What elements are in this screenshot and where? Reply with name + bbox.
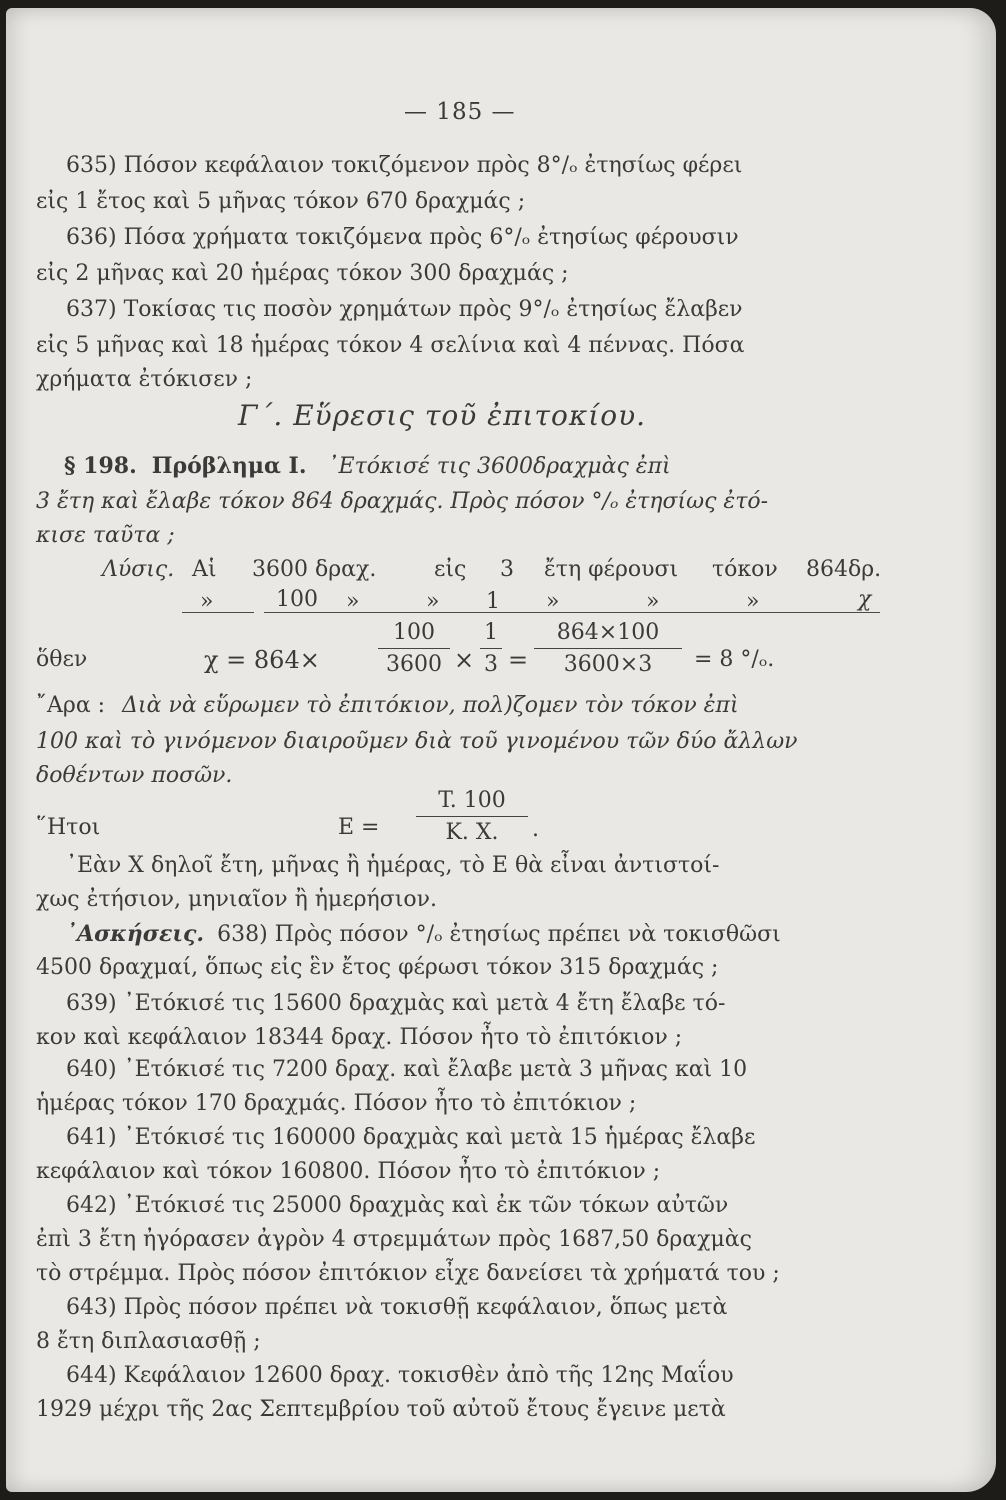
problem-number: § 198. <box>64 453 137 479</box>
exercise-637-line-2: εἰς 5 μῆνας καὶ 18 ἡμέρας τόκον 4 σελίνια καὶ 4 πέννας. Πόσα <box>36 333 745 358</box>
formula-equals: = <box>508 646 529 674</box>
note-line-1: ᾿Εὰν Χ δηλοῖ ἔτη, μῆνας ἢ ἡμέρας, τὸ Ε θὰ εἶναι ἀντιστοί- <box>66 853 720 878</box>
solution-row2-c5: 1 <box>486 589 500 614</box>
fraction-3-bar <box>534 648 682 649</box>
exercise-643-line-2: 8 ἔτη διπλασιασθῇ ; <box>36 1329 261 1354</box>
solution-row2-c1: » <box>200 589 214 614</box>
formula-prefix: ὅθεν <box>36 647 88 672</box>
solution-row2-c6: » <box>546 589 560 614</box>
solution-row2-c9: χ <box>858 587 872 612</box>
problem-line-3: κισε ταῦτα ; <box>36 523 175 548</box>
fraction-1-numerator: 100 <box>393 620 435 645</box>
rule-line-1 <box>36 692 739 720</box>
solution-row2-c2: 100 <box>276 587 318 612</box>
solution-row1-c2: 3600 δραχ. <box>252 557 377 582</box>
exercise-639-line-1: 639) ᾿Ετόκισέ τις 15600 δραχμὰς καὶ μετὰ 4 ἔτη ἔλαβε τό- <box>66 991 726 1016</box>
solution-underline-2 <box>264 612 880 613</box>
formula-times: × <box>454 646 475 674</box>
note-line-2: χως ἐτήσιον, μηνιαῖον ἢ ἡμερήσιον. <box>36 887 437 912</box>
solution-row1-c5: ἔτη φέρουσι <box>544 557 679 582</box>
exercise-638-line-2: 4500 δραχμαί, ὅπως εἰς ἓν ἔτος φέρωσι τόκον 315 δραχμάς ; <box>36 955 719 980</box>
general-formula-prefix: ῞Ητοι <box>36 815 101 840</box>
exercise-640-line-1: 640) ᾿Ετόκισέ τις 7200 δραχ. καὶ ἔλαβε μετὰ 3 μῆνας καὶ 10 <box>66 1057 748 1082</box>
solution-row1-c4: 3 <box>500 557 514 582</box>
exercise-642-line-1: 642) ᾿Ετόκισέ τις 25000 δραχμὰς καὶ ἐκ τῶν τόκων αὐτῶν <box>66 1193 729 1218</box>
exercise-642-line-3: τὸ στρέμμα. Πρὸς πόσον ἐπιτόκιον εἶχε δανείσει τὰ χρήματά του ; <box>36 1261 780 1286</box>
rule-line-2: 100 καὶ τὸ γινόμενον διαιροῦμεν διὰ τοῦ γινομένου τῶν δύο ἄλλων <box>36 729 798 754</box>
exercise-639-line-2: κον καὶ κεφάλαιον 18344 δραχ. Πόσον ἦτο τὸ ἐπιτόκιον ; <box>36 1025 683 1050</box>
general-formula-bar <box>416 816 528 817</box>
exercise-643-line-1: 643) Πρὸς πόσον πρέπει νὰ τοκισθῇ κεφάλαιον, ὅπως μετὰ <box>66 1295 728 1320</box>
exercise-636-line-2: εἰς 2 μῆνας καὶ 20 ἡμέρας τόκον 300 δραχμάς ; <box>36 261 569 286</box>
fraction-3-denominator: 3600×3 <box>563 652 653 677</box>
problem-line-1: ᾿Ετόκισέ τις 3600δραχμὰς ἐπὶ <box>327 454 671 479</box>
solution-underline-1 <box>182 612 254 613</box>
solution-row2-c8: » <box>746 589 760 614</box>
solution-row2-c7: » <box>646 589 660 614</box>
problem-header <box>64 452 671 481</box>
exercise-635-line-2: εἰς 1 ἔτος καὶ 5 μῆνας τόκον 670 δραχμάς ; <box>36 189 526 214</box>
exercise-642-line-2: ἐπὶ 3 ἔτη ἠγόρασεν ἀγρὸν 4 στρεμμάτων πρὸς 1687,50 δραχμὰς <box>36 1227 752 1252</box>
fraction-2-denominator: 3 <box>484 652 498 677</box>
exercise-638-line-1 <box>66 920 781 949</box>
fraction-2-bar <box>480 648 502 649</box>
rule-line-3: δοθέντων ποσῶν. <box>36 763 233 788</box>
general-formula-period: . <box>532 817 539 842</box>
solution-row1-c1: Αἱ <box>192 557 217 582</box>
solution-row1-c7: 864δρ. <box>806 557 882 582</box>
fraction-1-bar <box>378 648 450 649</box>
solution-row2-c4: » <box>426 589 440 614</box>
general-formula-numerator: T. 100 <box>438 788 506 813</box>
solution-row1-c6: τόκον <box>712 557 778 582</box>
fraction-3-numerator: 864×100 <box>556 620 660 645</box>
section-heading: Γ΄. Εὕρεσις τοῦ ἐπιτοκίου. <box>238 399 646 432</box>
formula-lhs: χ = 864× <box>204 646 320 674</box>
page-number: — 185 — <box>404 99 516 125</box>
rule-lead: ῎Αρα : <box>36 693 106 718</box>
formula-result: = 8 °/ₒ. <box>694 647 775 672</box>
general-formula-denominator: K. X. <box>445 820 499 845</box>
rule-line-1-text: Διὰ νὰ εὕρωμεν τὸ ἐπιτόκιον, πολ)ζομεν τὸν τόκον ἐπὶ <box>122 693 739 718</box>
exercises-label: ᾿Ασκήσεις. <box>66 921 205 947</box>
solution-label: Λύσις. <box>102 557 175 582</box>
exercise-636-line-1: 636) Πόσα χρήματα τοκιζόμενα πρὸς 6°/ₒ ἐτησίως φέρουσιν <box>66 225 739 250</box>
book-page <box>6 8 996 1492</box>
solution-row2-c3: » <box>346 589 360 614</box>
solution-row1-c3: εἰς <box>434 557 467 582</box>
problem-title: Πρόβλημα Ι. <box>151 453 307 479</box>
exercise-635-line-1: 635) Πόσον κεφάλαιον τοκιζόμενον πρὸς 8°/ₒ ἐτησίως φέρει <box>66 153 743 178</box>
exercise-640-line-2: ἡμέρας τόκον 170 δραχμάς. Πόσον ἦτο τὸ ἐπιτόκιον ; <box>36 1091 637 1116</box>
fraction-2-numerator: 1 <box>484 620 498 645</box>
exercise-641-line-2: κεφάλαιον καὶ τόκον 160800. Πόσον ἦτο τὸ ἐπιτόκιον ; <box>36 1159 661 1184</box>
general-formula-lhs: E = <box>338 815 380 840</box>
exercise-637-line-3: χρήματα ἐτόκισεν ; <box>36 367 253 392</box>
exercise-638-line-1-text: 638) Πρὸς πόσον °/ₒ ἐτησίως πρέπει νὰ τοκισθῶσι <box>217 922 781 947</box>
problem-line-2: 3 ἔτη καὶ ἔλαβε τόκον 864 δραχμάς. Πρὸς πόσον °/ₒ ἐτησίως ἐτό- <box>36 489 769 514</box>
exercise-644-line-1: 644) Κεφάλαιον 12600 δραχ. τοκισθὲν ἀπὸ τῆς 12ης Μαΐου <box>66 1363 734 1388</box>
exercise-637-line-1: 637) Τοκίσας τις ποσὸν χρημάτων πρὸς 9°/ₒ ἐτησίως ἔλαβεν <box>66 297 743 322</box>
exercise-644-line-2: 1929 μέχρι τῆς 2ας Σεπτεμβρίου τοῦ αὐτοῦ ἔτους ἔγεινε μετὰ <box>36 1397 726 1422</box>
exercise-641-line-1: 641) ᾿Ετόκισέ τις 160000 δραχμὰς καὶ μετὰ 15 ἡμέρας ἔλαβε <box>66 1125 756 1150</box>
fraction-1-denominator: 3600 <box>386 652 442 677</box>
